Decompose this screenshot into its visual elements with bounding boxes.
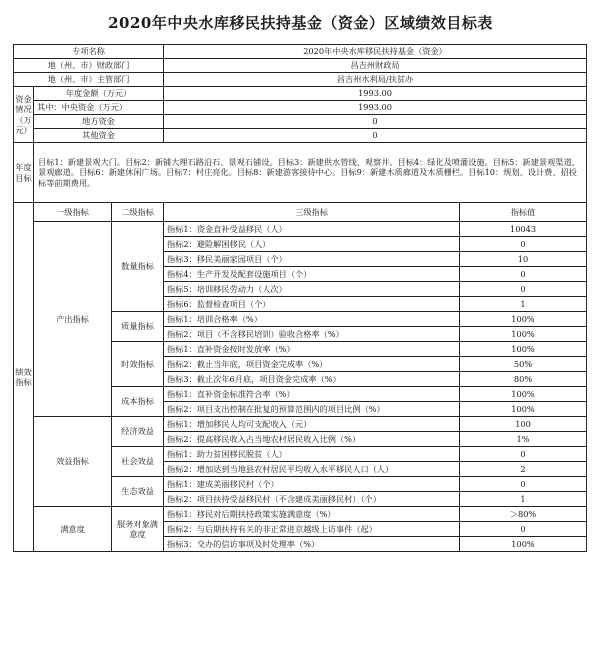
level3-indicator: 指标1：建成美丽移民村（个） xyxy=(164,477,460,492)
table-row xyxy=(14,417,587,432)
funds-row-label: 年度金额（万元） xyxy=(34,87,164,101)
level2-indicator: 成本指标 xyxy=(112,387,164,417)
indicator-value: 2 xyxy=(460,462,587,477)
level2-indicator: 生态效益 xyxy=(112,477,164,507)
funds-row-value: 1993.00 xyxy=(164,87,587,101)
level3-indicator: 指标3：移民美丽家园项目（个） xyxy=(164,252,460,267)
funds-row-label: 地方资金 xyxy=(34,115,164,129)
level3-indicator: 指标5：培训移民劳动力（人次） xyxy=(164,282,460,297)
funds-row-value: 0 xyxy=(164,129,587,143)
managing-dept-value: 昌吉州水利局/扶贫办 xyxy=(164,73,587,87)
level2-indicator: 服务对象满意度 xyxy=(112,507,164,552)
indicator-value: 100 xyxy=(460,417,587,432)
page-title: 2020年中央水库移民扶持基金（资金）区域绩效目标表 xyxy=(108,14,493,32)
funds-row-label: 其中：中央资金（万元） xyxy=(34,101,164,115)
table-row xyxy=(14,143,587,203)
indicator-value: 1 xyxy=(460,492,587,507)
level2-indicator: 经济效益 xyxy=(112,417,164,447)
indicator-value: 100% xyxy=(460,402,587,417)
level3-indicator: 指标1：直补资金标准符合率（%） xyxy=(164,387,460,402)
level1-indicator: 效益指标 xyxy=(34,417,112,507)
indicator-value: 100% xyxy=(460,327,587,342)
table-row xyxy=(14,115,587,129)
level3-indicator: 指标2：项目扶持受益移民村（不含建成美丽移民村）（个） xyxy=(164,492,460,507)
indicator-value: 80% xyxy=(460,372,587,387)
indicator-value: 100% xyxy=(460,312,587,327)
level3-indicator: 指标4：生产开发及配套设施项目（个） xyxy=(164,267,460,282)
level2-indicator: 质量指标 xyxy=(112,312,164,342)
table-body xyxy=(14,45,587,552)
level2-indicator: 数量指标 xyxy=(112,222,164,312)
indicator-value: 100% xyxy=(460,342,587,357)
funds-section-label: 资金情况（万元） xyxy=(14,87,34,143)
header-value: 指标值 xyxy=(460,203,587,222)
indicator-value: 50% xyxy=(460,357,587,372)
managing-dept-label: 地（州、市）主管部门 xyxy=(14,73,164,87)
indicator-value: 100% xyxy=(460,387,587,402)
level3-indicator: 指标2：提高移民收入占当地农村居民收入比例（%） xyxy=(164,432,460,447)
table-row xyxy=(14,45,587,59)
header-level2: 二级指标 xyxy=(112,203,164,222)
finance-dept-value: 昌吉州财政局 xyxy=(164,59,587,73)
table-row xyxy=(14,101,587,115)
level3-indicator: 指标1：培训合格率（%） xyxy=(164,312,460,327)
indicator-value: 0 xyxy=(460,282,587,297)
indicator-value: ＞80% xyxy=(460,507,587,522)
funds-row-label: 其他资金 xyxy=(34,129,164,143)
indicator-value: 1 xyxy=(460,297,587,312)
finance-dept-label: 地（州、市）财政部门 xyxy=(14,59,164,73)
level2-indicator: 时效指标 xyxy=(112,342,164,387)
table-row xyxy=(14,73,587,87)
annual-goal-text: 目标1：新建景观大门。目标2：新铺大理石路沿石、景观石铺设。目标3：新建供水管线、观察井。目标4：绿化及喷灌设施。目标5：新建景观渠道、景观廊道。目标6：新建休闲广场。目标7：村庄亮化。目标8：新建游客接待中心。目标9：新建木质廊道及木质栅栏。目标10：规划、设计费、招投标等前期费用。 xyxy=(34,143,587,203)
indicator-value: 0 xyxy=(460,477,587,492)
project-name-label: 专项名称 xyxy=(14,45,164,59)
performance-table xyxy=(13,44,587,552)
project-name-value: 2020年中央水库移民扶持基金（资金） xyxy=(164,45,587,59)
table-row xyxy=(14,507,587,522)
indicator-value: 0 xyxy=(460,447,587,462)
level3-indicator: 指标2：避险解困移民（人） xyxy=(164,237,460,252)
level3-indicator: 指标2：增加达到当地县农村居民平均收入水平移民人口（人） xyxy=(164,462,460,477)
indicator-value: 100% xyxy=(460,537,587,552)
perf-section-label: 绩效指标 xyxy=(14,203,34,552)
indicator-value: 0 xyxy=(460,267,587,282)
table-row xyxy=(14,129,587,143)
indicator-value: 1% xyxy=(460,432,587,447)
level3-indicator: 指标2：与后期扶持有关的非正常进京越级上访事件（起） xyxy=(164,522,460,537)
table-row xyxy=(14,222,587,237)
level2-indicator: 社会效益 xyxy=(112,447,164,477)
level3-indicator: 指标3：交办的信访事项及时处理率（%） xyxy=(164,537,460,552)
level3-indicator: 指标2：项目（不含移民培训）验收合格率（%） xyxy=(164,327,460,342)
level3-indicator: 指标3：截止次年6月底，项目资金完成率（%） xyxy=(164,372,460,387)
table-row xyxy=(14,59,587,73)
indicator-value: 10 xyxy=(460,252,587,267)
funds-row-value: 1993.00 xyxy=(164,101,587,115)
indicator-value: 0 xyxy=(460,522,587,537)
perf-header-row xyxy=(14,203,587,222)
indicator-value: 10043 xyxy=(460,222,587,237)
level1-indicator: 满意度 xyxy=(34,507,112,552)
level3-indicator: 指标1：资金直补受益移民（人） xyxy=(164,222,460,237)
level3-indicator: 指标2：截止当年底，项目资金完成率（%） xyxy=(164,357,460,372)
funds-row-value: 0 xyxy=(164,115,587,129)
table-row xyxy=(14,87,587,101)
level3-indicator: 指标1：移民对后期扶持政策实施满意度（%） xyxy=(164,507,460,522)
level3-indicator: 指标1：助力贫困移民脱贫（人） xyxy=(164,447,460,462)
header-level1: 一级指标 xyxy=(34,203,112,222)
level3-indicator: 指标2：项目支出控制在批复的预算范围内的项目比例（%） xyxy=(164,402,460,417)
level1-indicator: 产出指标 xyxy=(34,222,112,417)
indicator-value: 0 xyxy=(460,237,587,252)
annual-goal-label: 年度目标 xyxy=(14,143,34,203)
level3-indicator: 指标1：增加移民人均可支配收入（元） xyxy=(164,417,460,432)
level3-indicator: 指标1：直补资金按时发放率（%） xyxy=(164,342,460,357)
header-level3: 三级指标 xyxy=(164,203,460,222)
level3-indicator: 指标6：监督检查项目（个） xyxy=(164,297,460,312)
